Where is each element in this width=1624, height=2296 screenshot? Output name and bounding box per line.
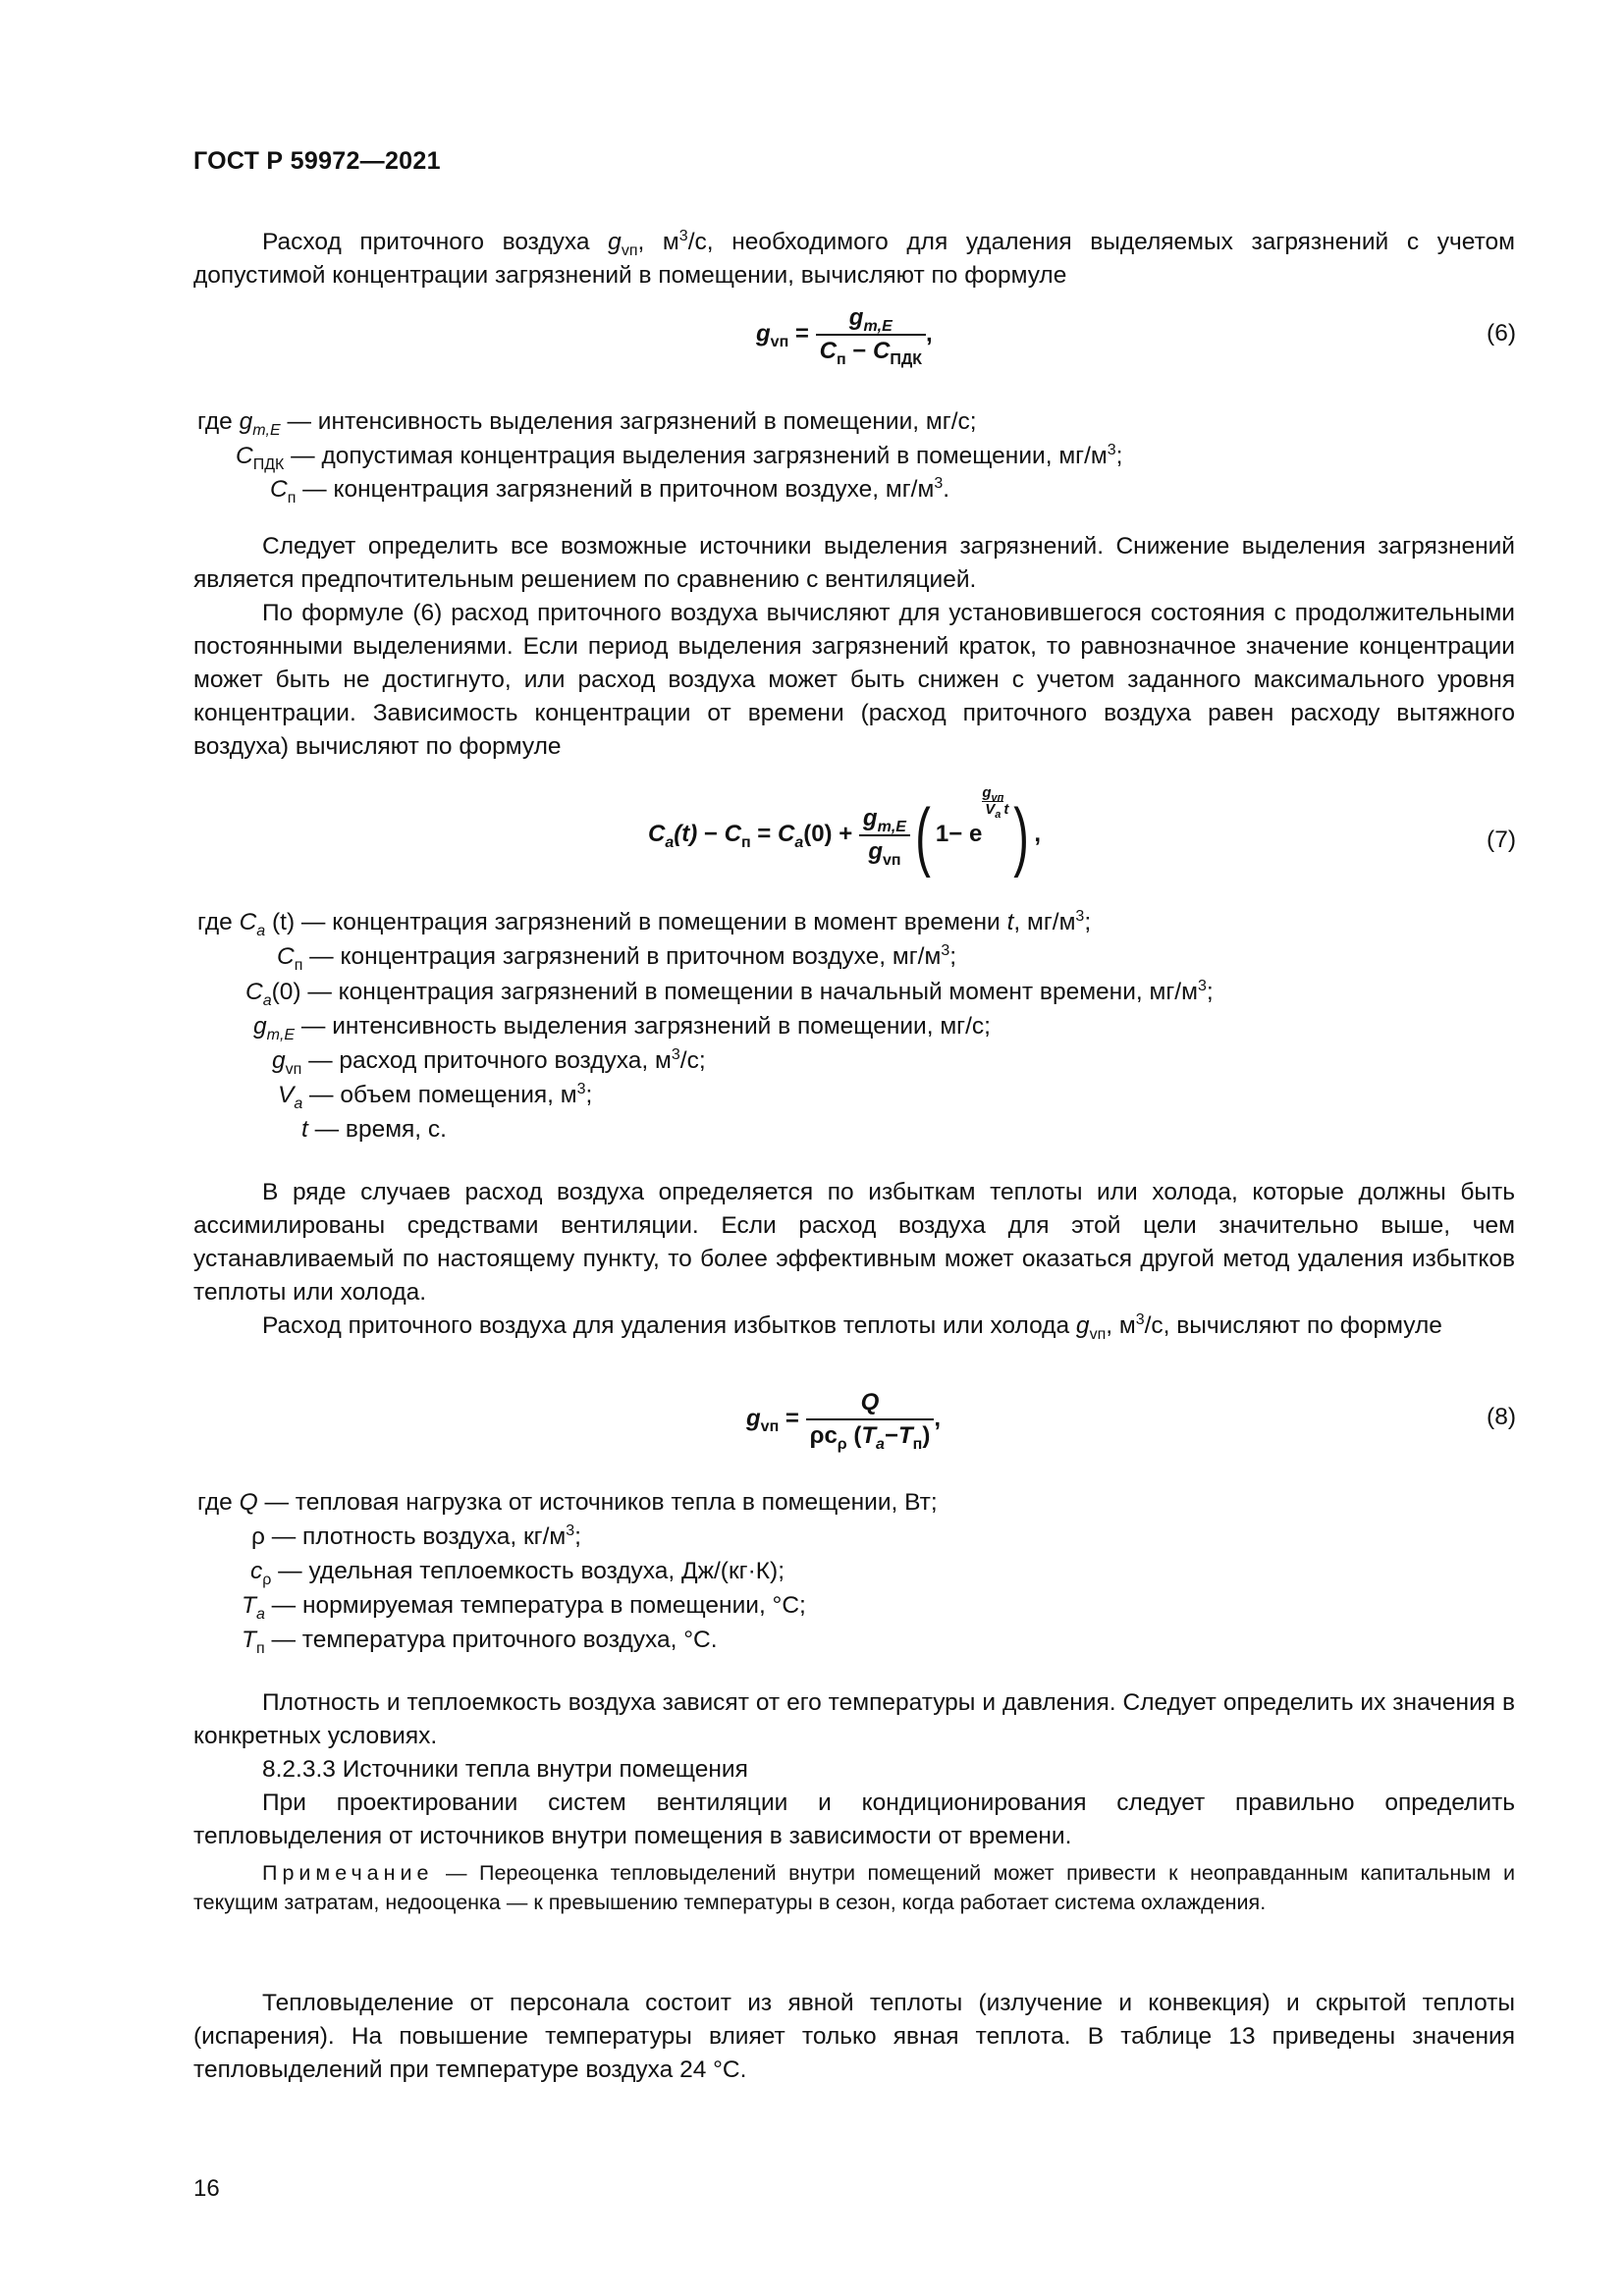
- definition-line: $C_п$ — концентрация загрязнений в приточном воздухе, $мг/м^3$.: [270, 474, 950, 507]
- formula-7: $C_a(t) - C_п = C_a(0)$ + $\frac{g_{m,E}}{g_{vп}}$ ( 1− e $^{g_{vп} V_a t}$) ,: [648, 784, 1041, 879]
- paragraph-supply-air-intro: Расход приточного воздуха $g_{vп}$, $м^3/с$, необходимого для удаления выделяемых загрязнений с учетом допустимой концентрации загрязнений в помещении, вычисляют по формуле: [193, 227, 1515, 289]
- definition-line: t — время, с.: [301, 1116, 447, 1143]
- definition-line: ρ — плотность воздуха, $кг/м^3$;: [251, 1522, 581, 1550]
- definition-line: $g_{m,E}$ — интенсивность выделения загрязнений в помещении, мг/с;: [253, 1013, 991, 1043]
- definition-line: $T_a$ — нормируемая температура в помещении, °С;: [242, 1592, 806, 1623]
- document-header: ГОСТ Р 59972—2021: [193, 147, 441, 175]
- formula-8: $g_{vп}$ = $\frac{Q}{\rho c_\rho (T_a-T_п)}$ ,: [746, 1389, 941, 1453]
- paragraph-density-capacity: Плотность и теплоемкость воздуха зависят от его температуры и давления. Следует определить их значения в конкретных условиях.: [193, 1689, 1515, 1749]
- definition-line: $C_п$ — концентрация загрязнений в приточном воздухе, $мг/м^3$;: [277, 941, 957, 974]
- equation-number-8: (8): [1487, 1404, 1516, 1430]
- paragraph-pollution-sources: Следует определить все возможные источники выделения загрязнений. Снижение выделения загрязнений является предпочтительным решением по сравнению с вентиляцией.: [193, 533, 1515, 593]
- definition-line: $C_{ПДК}$ — допустимая концентрация выделения загрязнений в помещении, $мг/м^3$;: [236, 441, 1123, 473]
- paragraph-heat-sources: При проектировании систем вентиляции и кондиционирования следует правильно определить тепловыделения от источников внутри помещения в зависимости от времени.: [193, 1789, 1515, 1849]
- paragraph-heat-excess: В ряде случаев расход воздуха определяется по избыткам теплоты или холода, которые должны быть ассимилированы средствами вентиляции. Если расход воздуха для этой цели значительно выше, чем устанавливаемый по настоящему пункту, то более эффективным может оказаться другой метод удаления избытков теплоты или холода.: [193, 1179, 1515, 1306]
- definition-line: $V_a$ — объем помещения, $м^3$;: [278, 1080, 593, 1112]
- definition-line: $c_\rho$ — удельная теплоемкость воздуха, Дж/(кг·К);: [250, 1558, 785, 1588]
- equation-number-7: (7): [1487, 827, 1516, 853]
- paragraph-time-dependency: По формуле (6) расход приточного воздуха вычисляют для установившегося состояния с продолжительными постоянными выделениями. Если период выделения загрязнений краток, то равнозначное значение концентрации может быть не достигнуто, или расход воздуха может быть снижен с учетом заданного максимального уровня концентрации. Зависимость концентрации от времени (расход приточного воздуха равен расходу вытяжного воздуха) вычисляют по формуле: [193, 600, 1515, 760]
- note-block: Примечание — Переоценка тепловыделений внутри помещений может привести к неоправданным капитальным и текущим затратам, недооценка — к превышению температуры в сезон, когда работает система охлаждения.: [193, 1861, 1515, 1914]
- definition-line: $C_a(0)$ — концентрация загрязнений в помещении в начальный момент времени, $мг/м^3$;: [245, 977, 1214, 1009]
- definition-line: где Q — тепловая нагрузка от источников тепла в помещении, Вт;: [197, 1489, 938, 1516]
- section-heading-8-2-3-3: 8.2.3.3 Источники тепла внутри помещения: [262, 1756, 748, 1783]
- equation-number-6: (6): [1487, 320, 1516, 347]
- definition-line: где $C_a$ (t) — концентрация загрязнений в помещении в момент времени t, $мг/м^3$;: [197, 907, 1092, 939]
- paragraph-personnel-heat: Тепловыделение от персонала состоит из явной теплоты (излучение и конвекция) и скрытой теплоты (испарения). На повышение температуры влияет только явная теплота. В таблице 13 приведены значения тепловыделений при температуре воздуха 24 °С.: [193, 1990, 1515, 2083]
- page-number: 16: [193, 2175, 220, 2202]
- formula-6: $g_{vп}$ = $\frac{g_{m,E}}{C_п - C_{ПДК}}$ ,: [756, 304, 933, 368]
- definition-line: $T_п$ — температура приточного воздуха, °С.: [242, 1627, 718, 1657]
- definition-line: $g_{vп}$ — расход приточного воздуха, $м^3/с$;: [272, 1045, 706, 1078]
- paragraph-heat-formula-intro: Расход приточного воздуха для удаления избытков теплоты или холода $g_{vп}$, $м^3/с$, вычисляют по формуле: [262, 1310, 1442, 1343]
- note-label: Примечание: [262, 1861, 434, 1885]
- definition-line: где $g_{m,E}$ — интенсивность выделения загрязнений в помещении, мг/с;: [197, 408, 977, 439]
